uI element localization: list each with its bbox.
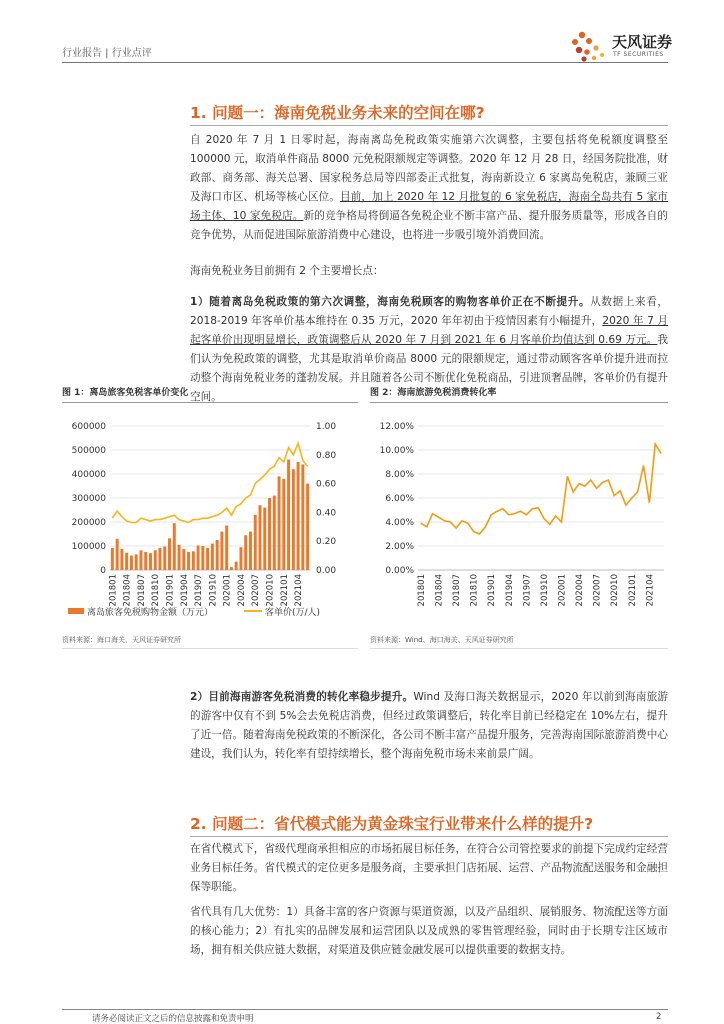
chart2-x-tick-label: 201810 bbox=[469, 574, 480, 607]
chart2-x-tick-label: 201904 bbox=[504, 574, 515, 607]
chart1-bar bbox=[163, 546, 166, 570]
growth-point-2-text: Wind 及海口海关数据显示，2020 年以前到海南旅游的游客中仅有不到 5%会去免税店消费，但经过政策调整后，转化率目前已经稳定在 10%左右，提升了近一倍。随着海南免税政策的不断深化，各公司不断丰富产品提升服务，完善海南国际旅游消费中心建设，我们认为，转化率有望持续增长，整个海南免税市场未来前景广阔。 bbox=[190, 691, 668, 760]
chart1-x-tick-label: 201901 bbox=[165, 574, 176, 607]
chart2-x-tick-label: 201910 bbox=[539, 574, 550, 607]
chart1-bar bbox=[297, 462, 300, 570]
chart1-bar bbox=[139, 550, 142, 570]
chart1-x-tick-label: 202104 bbox=[294, 574, 305, 607]
section1-paragraph-1 bbox=[190, 131, 668, 245]
chart1-left-tick-label: 100000 bbox=[71, 542, 106, 552]
section1-p1-underlined: 目前，加上 2020 年 12 月批复的 6 家免税店，海南全岛共有 5 家市场主体、10 家免税店。 bbox=[190, 191, 669, 222]
section2-paragraph-2: 省代具有几大优势：1）具备丰富的客户资源与渠道资源，以及产品组织、展销服务、物流配送等方面的核心能力；2）有扎实的品牌发展和运营团队以及成熟的零售管理经验，同时由于长期专注区域市场，拥有相关供应链大数据，对渠道及供应链金融发展可以提供重要的数据支持。 bbox=[190, 906, 668, 956]
chart2-x-tick-label: 202101 bbox=[627, 574, 638, 607]
chart2-y-tick-label: 8.00% bbox=[385, 470, 414, 480]
chart1-bar bbox=[216, 540, 219, 570]
chart1-bar bbox=[211, 544, 214, 570]
growth-point-1-text: 从数据上来看，2018-2019 年客单价基本维持在 0.35 万元，2020 年年初由于疫情因素有小幅提升， bbox=[190, 296, 668, 327]
logo-name-en: TF SECURITIES bbox=[613, 51, 664, 58]
chart2-x-tick-label: 202104 bbox=[645, 574, 656, 607]
chart2-y-tick-label: 4.00% bbox=[385, 518, 414, 528]
chart1-x-tick-label: 202101 bbox=[279, 574, 290, 607]
chart1-x-tick-label: 202001 bbox=[222, 574, 233, 607]
section1-paragraph-2: 海南免税业务目前拥有 2 个主要增长点： bbox=[190, 265, 384, 277]
chart1-bar bbox=[125, 553, 128, 570]
chart2-x-tick-label: 202001 bbox=[557, 574, 568, 607]
chart1-bar bbox=[254, 515, 257, 570]
chart1-right-tick-label: 0.20 bbox=[316, 537, 337, 548]
chart1-bar bbox=[282, 479, 285, 570]
growth-point-1-underlined: 2020 年 7 月起客单价出现明显增长，政策调整后从 2020 年 7 月到 2021 年 6 月客单价均值达到 0.69 万元。 bbox=[190, 315, 668, 346]
chart1-right-tick-label: 0.80 bbox=[316, 450, 337, 461]
header-rule bbox=[62, 62, 668, 63]
chart1-bar bbox=[244, 535, 247, 570]
chart2-y-tick-label: 10.00% bbox=[379, 446, 414, 456]
chart1-x-tick-label: 201807 bbox=[136, 574, 147, 607]
chart1-bar bbox=[292, 469, 295, 570]
chart1-bar bbox=[197, 546, 200, 570]
chart1-bar bbox=[287, 460, 290, 570]
chart1-bar bbox=[187, 552, 190, 570]
section1-heading: 1. 问题一：海南免税业务未来的空间在哪? bbox=[190, 104, 485, 122]
chart1-bar bbox=[111, 548, 114, 570]
figure1-bottom-rule bbox=[62, 648, 358, 649]
section2-heading-rule bbox=[190, 836, 668, 837]
chart1-right-tick-label: 0.60 bbox=[316, 479, 337, 490]
logo-name-cn: 天风证券 bbox=[612, 33, 673, 51]
chart1-x-tick-label: 202004 bbox=[236, 574, 247, 607]
chart1-x-tick-label: 202010 bbox=[265, 574, 276, 607]
chart1-bar bbox=[201, 546, 204, 570]
chart1-bar bbox=[154, 550, 157, 570]
chart1-x-tick-label: 201801 bbox=[108, 574, 119, 607]
section1-paragraph-4 bbox=[190, 688, 668, 764]
figure1-source: 资料来源：海口海关、天风证券研究所 bbox=[62, 636, 181, 644]
growth-point-1-title: 1）随着离岛免税政策的第六次调整，海南免税顾客的购物客单价正在不断提升。 bbox=[190, 296, 591, 308]
chart2-line-series bbox=[421, 444, 661, 534]
chart1-x-tick-label: 201907 bbox=[194, 574, 205, 607]
chart1-bar bbox=[230, 567, 233, 570]
chart1-bar bbox=[159, 548, 162, 570]
chart1-x-tick-label: 201804 bbox=[122, 574, 133, 607]
chart2-y-tick-label: 0.00% bbox=[385, 566, 414, 576]
chart1-x-tick-label: 202007 bbox=[251, 574, 262, 607]
chart1-bar bbox=[144, 552, 147, 570]
chart1-bar bbox=[149, 553, 152, 570]
chart1-bar bbox=[168, 538, 171, 570]
chart1-left-tick-label: 200000 bbox=[71, 518, 106, 528]
chart1-bar bbox=[135, 554, 138, 570]
growth-point-1-text-2: 我们认为免税政策的调整，尤其是取消单价商品 8000 元的限额规定，通过带动顾客客单价提升进而拉动整个海南免税业务的蓬勃发展。并且随着各公司不断优化免税商品，引进顶奢品牌，客单价仍有提升空间。 bbox=[190, 334, 668, 403]
chart1-bar bbox=[278, 476, 281, 570]
chart1-x-tick-label: 201910 bbox=[208, 574, 219, 607]
growth-point-2-title: 2）目前海南游客免税消费的转化率稳步提升。 bbox=[190, 691, 414, 703]
chart1-bar bbox=[235, 562, 238, 570]
chart1-left-tick-label: 0 bbox=[100, 566, 106, 576]
chart1-left-tick-label: 600000 bbox=[71, 422, 106, 432]
chart1-left-tick-label: 300000 bbox=[71, 494, 106, 504]
chart2-x-tick-label: 201901 bbox=[487, 574, 498, 607]
chart1-bar bbox=[178, 545, 181, 570]
chart2-y-tick-label: 12.00% bbox=[379, 422, 414, 432]
chart1-bar bbox=[173, 523, 176, 570]
chart1-bar bbox=[301, 464, 304, 570]
chart1-bar bbox=[130, 556, 133, 570]
chart1-bar bbox=[263, 508, 266, 570]
chart1-legend-bar-label: 离岛旅客免税购物金额（万元） bbox=[87, 608, 214, 618]
chart1-bar bbox=[249, 532, 252, 570]
chart1-legend-bar-swatch bbox=[68, 608, 84, 614]
chart1-bar bbox=[225, 526, 228, 570]
chart1 bbox=[56, 410, 356, 632]
chart1-bar bbox=[259, 505, 262, 570]
section2-heading: 2. 问题二：省代模式能为黄金珠宝行业带来什么样的提升? bbox=[190, 815, 594, 833]
section2-paragraph-1: 在省代模式下，省级代理商承担相应的市场拓展目标任务，在符合公司管控要求的前提下完成约定经营业务目标任务。省代模式的定位更多是服务商，主要承担门店拓展、运营、产品物流配送服务和金融担保等职能。 bbox=[190, 843, 668, 893]
chart1-right-tick-label: 0.00 bbox=[316, 566, 337, 576]
chart2-x-tick-label: 202004 bbox=[575, 574, 586, 607]
chart1-bar bbox=[116, 539, 119, 570]
chart1-left-tick-label: 500000 bbox=[71, 446, 106, 456]
chart1-bar bbox=[268, 498, 271, 570]
chart1-bar bbox=[206, 548, 209, 570]
chart2-x-tick-label: 202010 bbox=[610, 574, 621, 607]
section1-heading-rule bbox=[190, 125, 668, 126]
chart2 bbox=[366, 410, 668, 632]
figure2-title-rule bbox=[370, 402, 668, 403]
chart2-x-tick-label: 201907 bbox=[522, 574, 533, 607]
chart1-x-tick-label: 201904 bbox=[179, 574, 190, 607]
figure1-title: 图 1：离岛旅客免税客单价变化 bbox=[62, 388, 189, 398]
chart1-bar bbox=[192, 551, 195, 570]
chart2-x-tick-label: 201804 bbox=[434, 574, 445, 607]
chart1-bar bbox=[182, 549, 185, 570]
footer-rule bbox=[62, 1009, 668, 1010]
chart1-bar bbox=[120, 549, 123, 570]
chart1-bar bbox=[239, 547, 242, 570]
figure1-title-rule bbox=[62, 402, 358, 403]
chart2-x-tick-label: 201801 bbox=[416, 574, 427, 607]
figure2-bottom-rule bbox=[370, 648, 668, 649]
chart2-x-tick-label: 201807 bbox=[452, 574, 463, 607]
chart1-left-tick-label: 400000 bbox=[71, 470, 106, 480]
chart1-bar bbox=[273, 496, 276, 570]
chart1-legend-line-label: 客单价(万/人) bbox=[265, 608, 321, 618]
chart1-right-tick-label: 1.00 bbox=[316, 422, 337, 432]
footer-disclaimer: 请务必阅读正文之后的信息披露和免责申明 bbox=[92, 1014, 254, 1024]
chart2-y-tick-label: 2.00% bbox=[385, 542, 414, 552]
chart1-bar bbox=[220, 532, 223, 570]
chart2-x-tick-label: 202007 bbox=[592, 574, 603, 607]
chart1-right-tick-label: 0.40 bbox=[316, 508, 337, 519]
report-breadcrumb: 行业报告 | 行业点评 bbox=[62, 48, 152, 59]
figure2-source: 资料来源：Wind、海口海关、天风证券研究所 bbox=[370, 636, 514, 644]
section1-p1-text-2: 新的竞争格局将倒逼各免税企业不断丰富产品、提升服务质量等，形成各自的竞争优势，从而促进国际旅游消费中心建设，也将进一步吸引境外消费回流。 bbox=[190, 210, 668, 241]
section1-p1-text: 自 2020 年 7 月 1 日零时起，海南离岛免税政策实施第六次调整，主要包括将免税额度调整至 100000 元，取消单件商品 8000 元免税限额规定等调整。2020 年 12 月 28 日，经国务院批准，财政部、商务部、海关总署、国家税务总局等四部委正式批复，海南新设立 6 家离岛免税店，兼顾三亚及海口市区、机场等核心区位。 bbox=[190, 134, 668, 203]
page-number: 2 bbox=[656, 1012, 662, 1022]
chart1-x-tick-label: 201810 bbox=[151, 574, 162, 607]
figure2-title: 图 2：海南旅游免税消费转化率 bbox=[370, 388, 497, 398]
chart2-y-tick-label: 6.00% bbox=[385, 494, 414, 504]
chart1-bar bbox=[306, 484, 309, 570]
